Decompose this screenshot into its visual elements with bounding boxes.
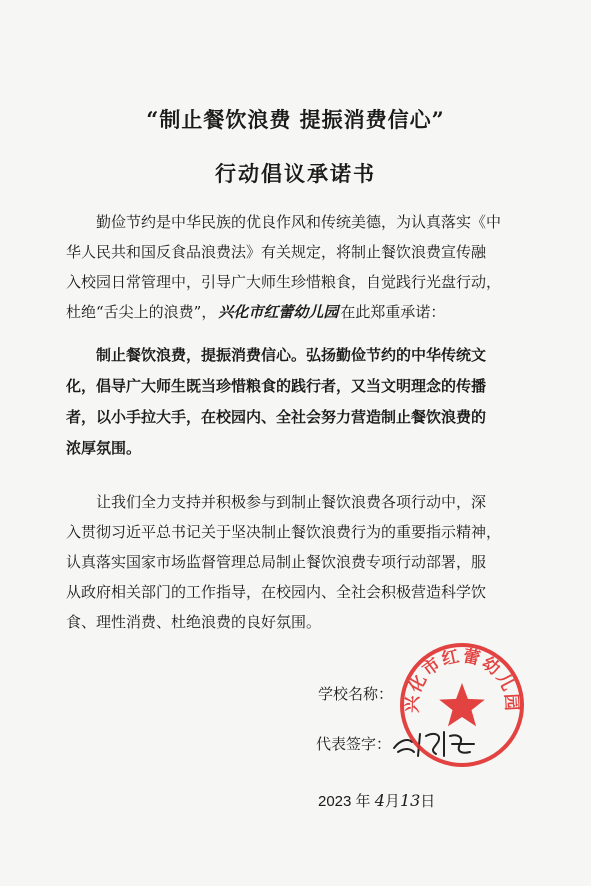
paragraph-2 (66, 340, 526, 464)
school-name-handwritten: 兴化市红蕾幼儿园 (216, 297, 340, 327)
paragraph-1-line: 华人民共和国反食品浪费法》有关规定，将制止餐饮浪费宣传融 (66, 243, 487, 261)
paragraph-3-line: 让我们全力支持并积极参与到制止餐饮浪费各项行动中，深 (96, 493, 487, 511)
paragraph-3 (66, 487, 526, 637)
paragraph-1-prefix: 杜绝“舌尖上的浪费”， (66, 303, 217, 321)
svg-text:兴化市红蕾幼儿园: 兴化市红蕾幼儿园 (402, 646, 522, 714)
date-year: 2023 (318, 793, 352, 810)
paragraph-3-line: 从政府相关部门的工作指导，在校园内、全社会积极营造科学饮 (66, 583, 487, 601)
school-seal-stamp (398, 641, 526, 769)
title-line-2: 行动倡议承诺书 (215, 161, 376, 186)
paragraph-3-line: 食、理性消费、杜绝浪费的良好氛围。 (66, 613, 322, 631)
paragraph-2-line: 化，倡导广大师生既当珍惜粮食的践行者，又当文明理念的传播 (66, 377, 487, 395)
paragraph-3-line: 认真落实国家市场监督管理总局制止餐饮浪费专项行动部署，服 (66, 553, 487, 571)
date-day: 13 (399, 791, 421, 810)
date-year-char: 年 (355, 793, 371, 810)
date-line (318, 790, 435, 811)
paragraph-1-line: 勤俭节约是中华民族的优良作风和传统美德，为认真落实《中 (96, 213, 502, 231)
paragraph-2-line: 浓厚氛围。 (66, 439, 142, 457)
date-month-char: 月 (384, 793, 400, 810)
paragraph-2-line: 制止餐饮浪费，提振消费信心。弘扬勤俭节约的中华传统文 (96, 346, 487, 364)
paragraph-3-line: 入贯彻习近平总书记关于坚决制止餐饮浪费行为的重要指示精神， (66, 523, 502, 541)
school-name-label: 学校名称： (318, 685, 394, 703)
paragraph-1-suffix: 在此郑重承诺： (340, 303, 446, 321)
paragraph-2-line: 者，以小手拉大手，在校园内、全社会努力营造制止餐饮浪费的 (66, 408, 487, 426)
date-month: 4 (374, 791, 385, 810)
paragraph-1-last-line (66, 297, 526, 327)
representative-signature-label: 代表签字： (316, 735, 392, 753)
paragraph-1-line: 入校园日常管理中，引导广大师生珍惜粮食，自觉践行光盘行动， (66, 273, 502, 291)
date-day-char: 日 (420, 793, 436, 810)
title-line-1: “制止餐饮浪费 提振消费信心” (146, 107, 445, 132)
paragraph-1 (66, 207, 526, 327)
